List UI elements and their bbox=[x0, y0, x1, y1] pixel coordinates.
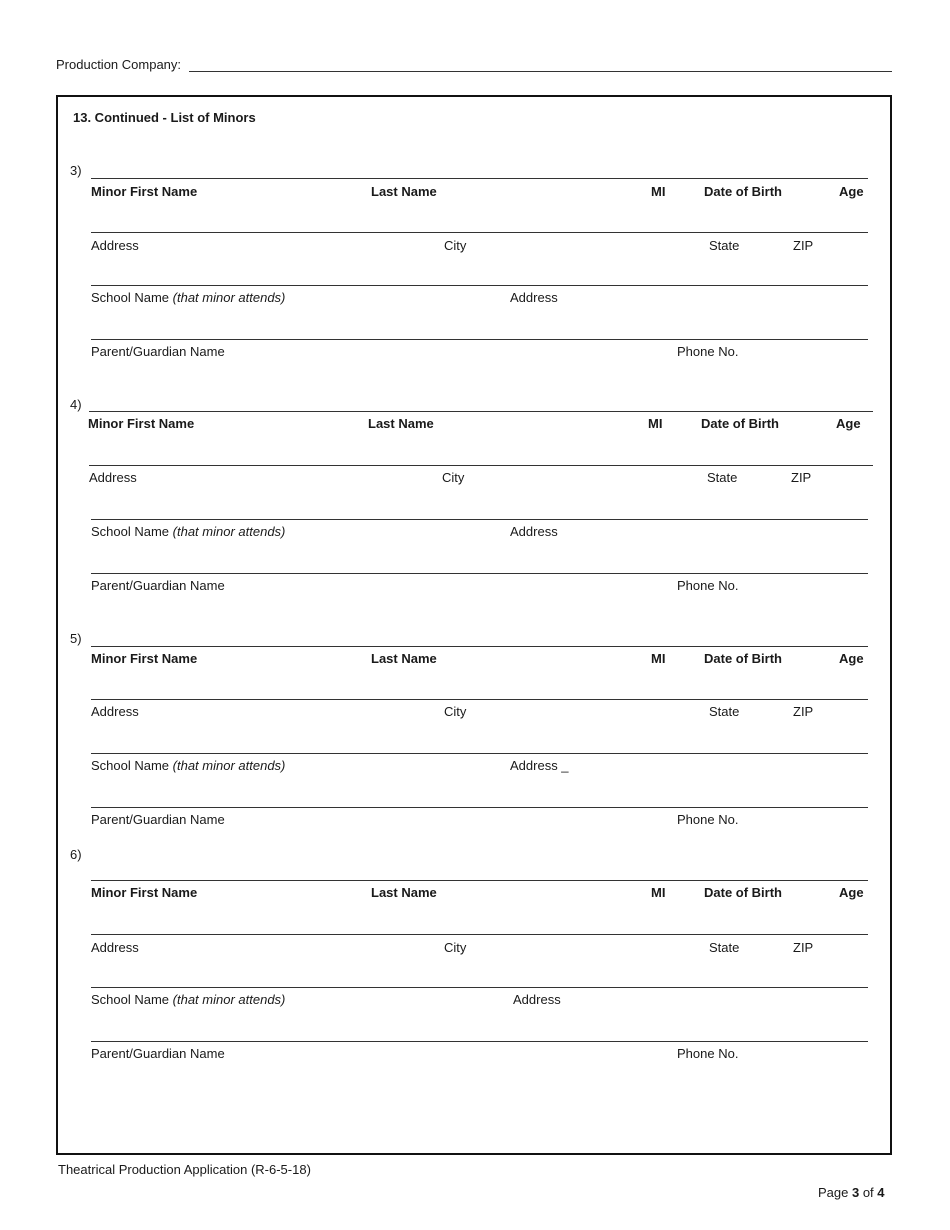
school-name-text: School Name bbox=[91, 290, 173, 305]
minor-name-line[interactable] bbox=[91, 880, 868, 881]
label-phone: Phone No. bbox=[677, 344, 739, 359]
label-minor-first-name: Minor First Name bbox=[91, 885, 198, 900]
form-identifier: Theatrical Production Application (R-6-5-18) bbox=[58, 1162, 311, 1177]
label-age: Age bbox=[839, 885, 864, 900]
label-city: City bbox=[442, 470, 465, 485]
school-name-note: (that minor attends) bbox=[172, 524, 286, 539]
section-title: 13. Continued - List of Minors bbox=[73, 110, 256, 125]
address-line[interactable] bbox=[91, 699, 868, 700]
label-last-name: Last Name bbox=[371, 885, 437, 900]
label-zip: ZIP bbox=[793, 940, 814, 955]
page-prefix: Page bbox=[818, 1185, 852, 1200]
label-school-address: Address bbox=[510, 290, 558, 305]
school-line[interactable] bbox=[91, 987, 868, 988]
label-phone: Phone No. bbox=[677, 1046, 739, 1061]
address-line[interactable] bbox=[89, 465, 873, 466]
production-company-field[interactable] bbox=[189, 71, 892, 72]
label-state: State bbox=[709, 940, 740, 955]
school-line[interactable] bbox=[91, 753, 868, 754]
label-date-of-birth: Date of Birth bbox=[704, 885, 782, 900]
minor-number: 6) bbox=[70, 847, 82, 862]
minor-number: 3) bbox=[70, 163, 82, 178]
label-address: Address bbox=[91, 238, 139, 253]
label-parent-guardian: Parent/Guardian Name bbox=[91, 812, 225, 827]
parent-line[interactable] bbox=[91, 573, 868, 574]
school-name-text: School Name bbox=[91, 758, 173, 773]
label-age: Age bbox=[836, 416, 861, 431]
label-city: City bbox=[444, 238, 467, 253]
school-line[interactable] bbox=[91, 519, 868, 520]
school-name-note: (that minor attends) bbox=[172, 290, 286, 305]
label-phone: Phone No. bbox=[677, 812, 739, 827]
label-minor-first-name: Minor First Name bbox=[91, 184, 198, 199]
label-minor-first-name: Minor First Name bbox=[88, 416, 195, 431]
address-line[interactable] bbox=[91, 232, 868, 233]
label-address: Address bbox=[91, 704, 139, 719]
minor-name-line[interactable] bbox=[91, 178, 868, 179]
page-total: 4 bbox=[877, 1185, 885, 1200]
parent-line[interactable] bbox=[91, 339, 868, 340]
label-zip: ZIP bbox=[793, 238, 814, 253]
minor-name-line[interactable] bbox=[89, 411, 873, 412]
label-mi: MI bbox=[651, 651, 666, 666]
label-state: State bbox=[709, 704, 740, 719]
label-date-of-birth: Date of Birth bbox=[704, 651, 782, 666]
label-parent-guardian: Parent/Guardian Name bbox=[91, 344, 225, 359]
label-mi: MI bbox=[651, 885, 666, 900]
label-age: Age bbox=[839, 184, 864, 199]
label-school-name bbox=[91, 524, 285, 539]
parent-line[interactable] bbox=[91, 1041, 868, 1042]
label-age: Age bbox=[839, 651, 864, 666]
label-zip: ZIP bbox=[791, 470, 812, 485]
page-number bbox=[818, 1185, 885, 1200]
label-city: City bbox=[444, 704, 467, 719]
label-school-address: Address bbox=[510, 524, 558, 539]
label-date-of-birth: Date of Birth bbox=[704, 184, 782, 199]
school-name-text: School Name bbox=[91, 524, 173, 539]
label-mi: MI bbox=[648, 416, 663, 431]
label-school-address: Address _ bbox=[510, 758, 569, 773]
page-mid: of bbox=[859, 1185, 878, 1200]
label-last-name: Last Name bbox=[371, 184, 437, 199]
label-address: Address bbox=[91, 940, 139, 955]
label-zip: ZIP bbox=[793, 704, 814, 719]
label-state: State bbox=[709, 238, 740, 253]
label-state: State bbox=[707, 470, 738, 485]
page-current: 3 bbox=[851, 1185, 860, 1200]
production-company-label: Production Company: bbox=[56, 57, 182, 72]
school-name-note: (that minor attends) bbox=[172, 992, 286, 1007]
minor-number: 4) bbox=[70, 397, 82, 412]
address-line[interactable] bbox=[91, 934, 868, 935]
label-city: City bbox=[444, 940, 467, 955]
label-school-name bbox=[91, 758, 285, 773]
label-date-of-birth: Date of Birth bbox=[701, 416, 779, 431]
label-parent-guardian: Parent/Guardian Name bbox=[91, 578, 225, 593]
label-last-name: Last Name bbox=[371, 651, 437, 666]
school-line[interactable] bbox=[91, 285, 868, 286]
label-phone: Phone No. bbox=[677, 578, 739, 593]
label-mi: MI bbox=[651, 184, 666, 199]
label-last-name: Last Name bbox=[368, 416, 434, 431]
label-parent-guardian: Parent/Guardian Name bbox=[91, 1046, 225, 1061]
parent-line[interactable] bbox=[91, 807, 868, 808]
minor-name-line[interactable] bbox=[91, 646, 868, 647]
label-school-name bbox=[91, 992, 285, 1007]
label-school-address: Address bbox=[513, 992, 561, 1007]
minor-number: 5) bbox=[70, 631, 82, 646]
label-minor-first-name: Minor First Name bbox=[91, 651, 198, 666]
school-name-text: School Name bbox=[91, 992, 173, 1007]
school-name-note: (that minor attends) bbox=[172, 758, 286, 773]
label-school-name bbox=[91, 290, 285, 305]
label-address: Address bbox=[89, 470, 137, 485]
